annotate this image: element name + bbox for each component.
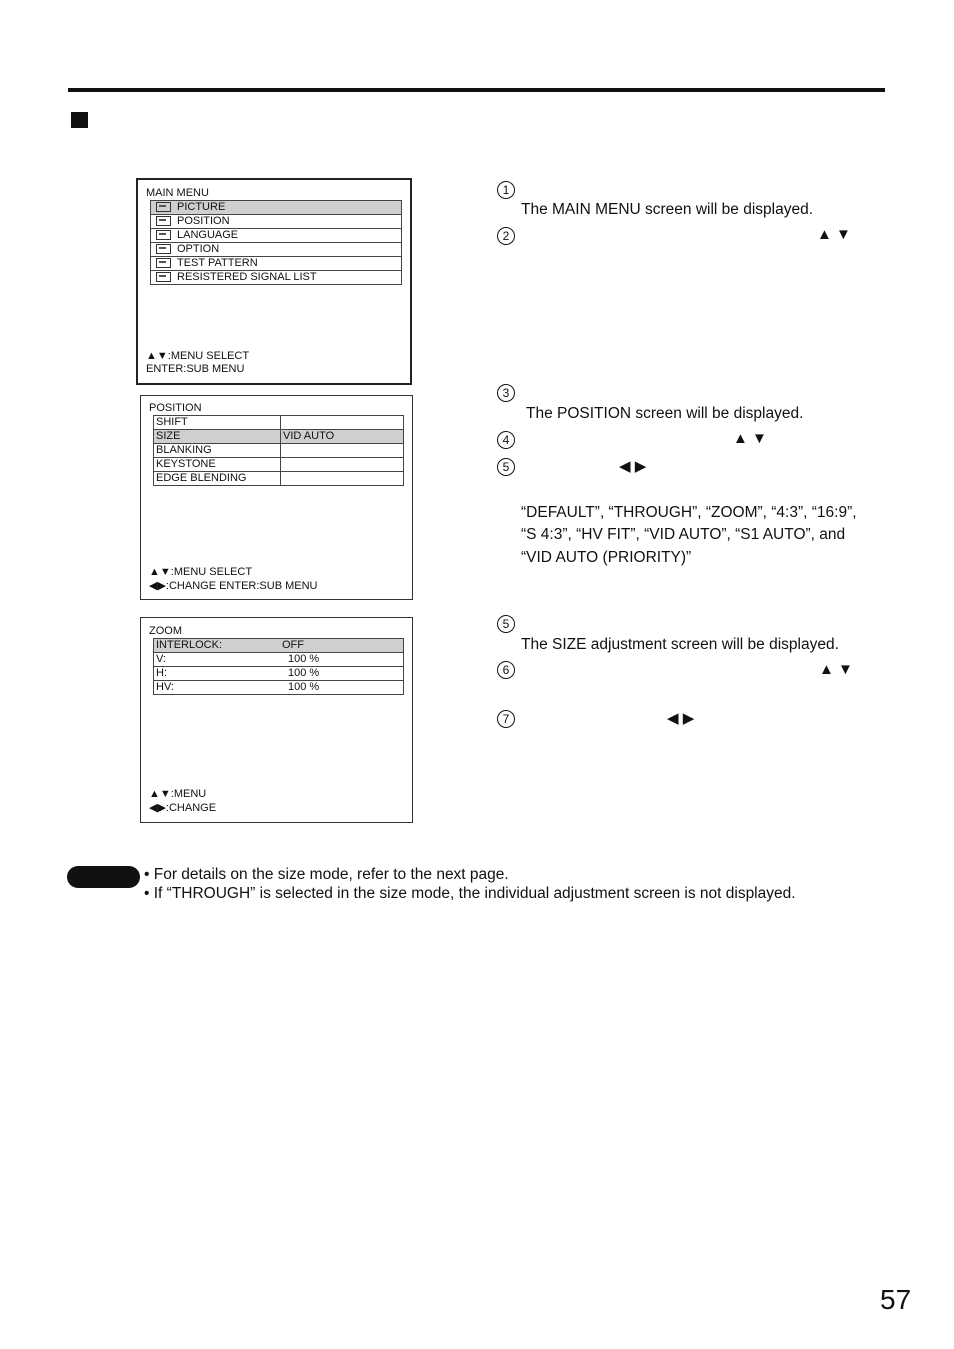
step-5-number: 5 [497,458,515,476]
osd-footer: ▲▼:MENU SELECT [149,566,253,578]
note-line: • If “THROUGH” is selected in the size mode, the individual adjustment screen is not displayed. [144,885,796,902]
left-right-arrows-icon: ◀ ▶ [667,710,695,727]
menu-item-label: PICTURE [177,201,226,213]
step-7-number: 7 [497,710,515,728]
size-mode-list: “DEFAULT”, “THROUGH”, “ZOOM”, “4:3”, “16:9”, [521,504,857,521]
row-label: BLANKING [154,444,281,458]
row-label: KEYSTONE [154,458,281,472]
osd-footer: ▲▼:MENU SELECT [146,350,250,362]
row-label: INTERLOCK: [154,639,281,653]
menu-item-label: POSITION [177,215,230,227]
row-value: 100 % [280,653,404,667]
osd-footer: ▲▼:MENU [149,788,207,800]
section-marker-icon [71,112,88,128]
menu-row [154,639,404,653]
row-label: H: [154,667,281,681]
menu-row [154,472,404,486]
step-4-number: 4 [497,431,515,449]
menu-row [154,430,404,444]
up-down-arrows-icon: ▲ ▼ [733,430,767,447]
step-2-number: 2 [497,227,515,245]
language-icon [156,230,171,240]
osd-footer: ENTER:SUB MENU [146,363,245,375]
main-menu-list [150,200,402,285]
menu-row [154,681,404,695]
row-label: SHIFT [154,416,281,430]
zoom-screen [140,617,413,823]
test-pattern-icon [156,258,171,268]
osd-footer: ◀▶:CHANGE ENTER:SUB MENU [149,580,318,592]
menu-item-label: RESISTERED SIGNAL LIST [177,271,317,283]
page-number: 57 [880,1284,912,1315]
note-line: • For details on the size mode, refer to the next page. [144,866,509,883]
position-screen [140,395,413,600]
menu-item [151,257,402,271]
menu-item [151,271,402,285]
step-1-text: The MAIN MENU screen will be displayed. [521,201,814,218]
position-list [153,415,404,486]
row-value [281,472,404,486]
row-label: SIZE [154,430,281,444]
note-badge [67,866,140,888]
row-value [281,416,404,430]
main-menu-screen [136,178,412,385]
step-3-text: The POSITION screen will be displayed. [526,405,804,422]
size-mode-list: “S 4:3”, “HV FIT”, “VID AUTO”, “S1 AUTO”, and [521,526,846,543]
row-value: OFF [280,639,404,653]
menu-item-label: LANGUAGE [177,229,239,241]
row-value: VID AUTO [281,430,404,444]
menu-item [151,243,402,257]
size-mode-list: “VID AUTO (PRIORITY)” [521,549,692,566]
step-1-number: 1 [497,181,515,199]
signal-list-icon [156,272,171,282]
header-rule [68,88,885,92]
row-label: EDGE BLENDING [154,472,281,486]
menu-item [151,229,402,243]
osd-footer: ◀▶:CHANGE [149,802,217,814]
option-icon [156,244,171,254]
step-5b-number: 5 [497,615,515,633]
row-label: V: [154,653,281,667]
up-down-arrows-icon: ▲ ▼ [817,226,851,243]
zoom-list [153,638,404,695]
picture-icon [156,202,171,212]
menu-row [154,444,404,458]
menu-item-label: OPTION [177,243,220,255]
row-value [281,444,404,458]
menu-item [151,201,402,215]
menu-row [154,653,404,667]
menu-item-label: TEST PATTERN [177,257,258,269]
osd-title: MAIN MENU [146,187,209,199]
step-6-number: 6 [497,661,515,679]
menu-row [154,458,404,472]
up-down-arrows-icon: ▲ ▼ [819,661,853,678]
row-label: HV: [154,681,281,695]
menu-item [151,215,402,229]
step-5b-text: The SIZE adjustment screen will be displayed. [521,636,839,653]
position-icon [156,216,171,226]
row-value: 100 % [280,681,404,695]
step-3-number: 3 [497,384,515,402]
left-right-arrows-icon: ◀ ▶ [619,458,647,475]
osd-title: ZOOM [149,625,182,637]
menu-row [154,416,404,430]
row-value [281,458,404,472]
row-value: 100 % [280,667,404,681]
menu-row [154,667,404,681]
osd-title: POSITION [149,402,202,414]
